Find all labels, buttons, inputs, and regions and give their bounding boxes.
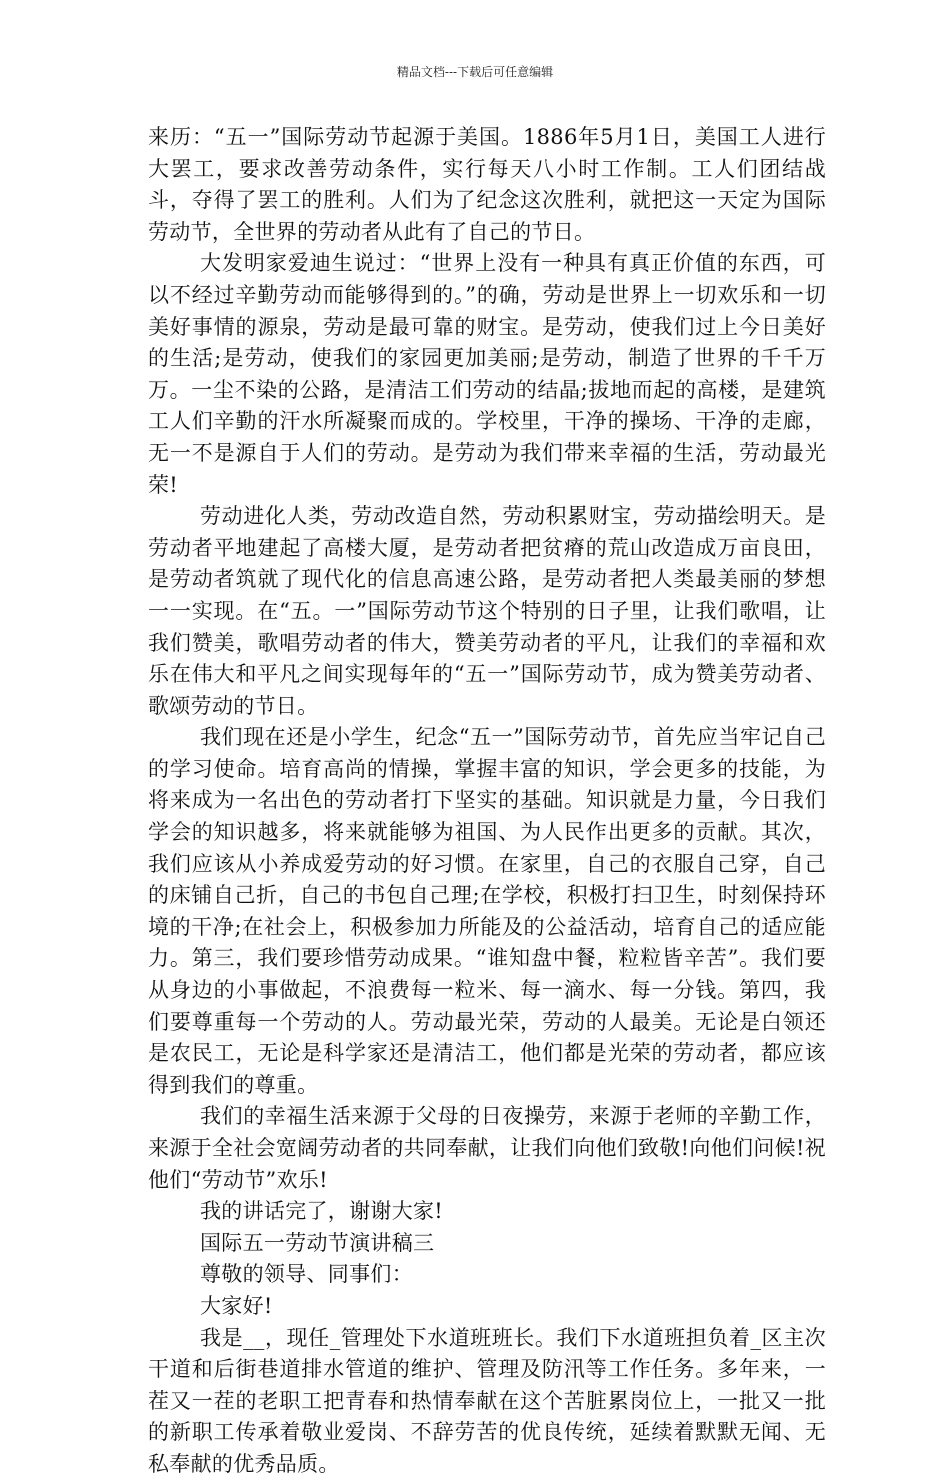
paragraph-gratitude: 我们的幸福生活来源于父母的日夜操劳，来源于老师的辛勤工作，来源于全社会宽阔劳动者的共同奉献，让我们向他们致敬!向他们问候!祝他们“劳动节”欢乐! [148,1104,826,1192]
paragraph-labor-evolution: 劳动进化人类，劳动改造自然，劳动积累财宝，劳动描绘明天。是劳动者平地建起了高楼大厦，是劳动者把贫瘠的荒山改造成万亩良田，是劳动者筑就了现代化的信息高速公路，是劳动者把人类最美丽的梦想一一实现。在“五。一”国际劳动节这个特别的日子里，让我们歌唱，让我们赞美，歌唱劳动者的伟大，赞美劳动者的平凡，让我们的幸福和欢乐在伟大和平凡之间实现每年的“五一”国际劳动节，成为赞美劳动者、歌颂劳动的节日。 [148,504,826,718]
document-body [148,122,826,1481]
page-header: 精品文档---下载后可任意编辑 [396,65,554,79]
greeting: 大家好! [200,1293,273,1318]
paragraph-origin: 来历：“五一”国际劳动节起源于美国。1886年5月1日，美国工人进行大罢工，要求改善劳动条件，实行每天八小时工作制。工人们团结战斗，夺得了罢工的胜利。人们为了纪念这次胜利，就把这一天定为国际劳动节，全世界的劳动者从此有了自己的节日。 [148,125,826,244]
paragraph-introduction: 我是__，现任_管理处下水道班班长。我们下水道班担负着_区主次干道和后街巷道排水管道的维护、管理及防汛等工作任务。多年来，一茬又一茬的老职工把青春和热情奉献在这个苦脏累岗位上，一批又一批的新职工传承着敬业爱岗、不辞劳苦的优良传统，延续着默默无闻、无私奉献的优秀品质。 [148,1325,826,1476]
speech-title: 国际五一劳动节演讲稿三 [200,1230,435,1255]
paragraph-closing-thanks: 我的讲话完了，谢谢大家! [200,1199,444,1224]
paragraph-students-mission: 我们现在还是小学生，纪念“五一”国际劳动节，首先应当牢记自己的学习使命。培育高尚的情操，掌握丰富的知识，学会更多的技能，为将来成为一名出色的劳动者打下坚实的基础。知识就是力量，今日我们学会的知识越多，将来就能够为祖国、为人民作出更多的贡献。其次，我们应该从小养成爱劳动的好习惯。在家里，自己的衣服自己穿，自己的床铺自己折，自己的书包自己理;在学校，积极打扫卫生，时刻保持环境的干净;在社会上，积极参加力所能及的公益活动，培育自己的适应能力。第三，我们要珍惜劳动成果。“谁知盘中餐，粒粒皆辛苦”。我们要从身边的小事做起，不浪费每一粒米、每一滴水、每一分钱。第四，我们要尊重每一个劳动的人。劳动最光荣，劳动的人最美。无论是白领还是农民工，无论是科学家还是清洁工，他们都是光荣的劳动者，都应该得到我们的尊重。 [148,725,826,1097]
paragraph-edison-quote: 大发明家爱迪生说过：“世界上没有一种具有真正价值的东西，可以不经过辛勤劳动而能够得到的。”的确，劳动是世界上一切欢乐和一切美好事情的源泉，劳动是最可靠的财宝。是劳动，使我们过上今日美好的生活;是劳动，使我们的家园更加美丽;是劳动，制造了世界的千千万万。一尘不染的公路，是清洁工们劳动的结晶;拔地而起的高楼，是建筑工人们辛勤的汗水所凝聚而成的。学校里，干净的操场、干净的走廊，无一不是源自于人们的劳动。是劳动为我们带来幸福的生活，劳动最光荣! [148,251,826,497]
salutation: 尊敬的领导、同事们： [200,1262,413,1287]
